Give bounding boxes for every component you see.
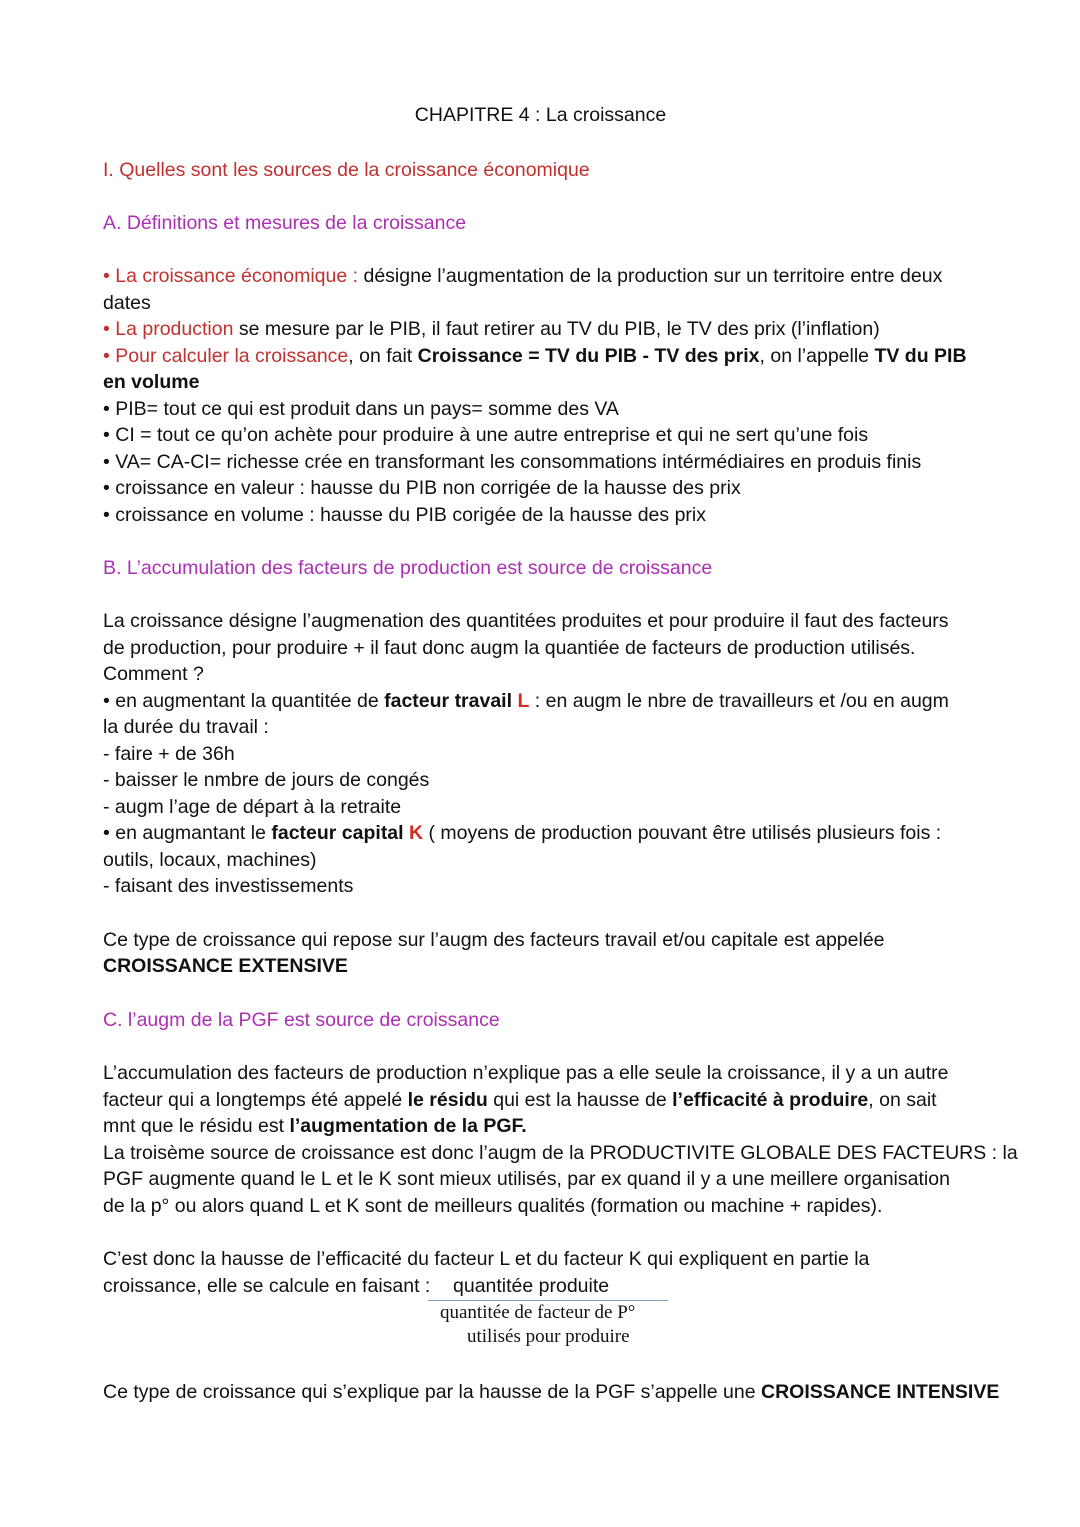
paragraph-line: Comment ?	[103, 663, 204, 685]
definition-croissance: • La croissance économique : désigne l’augmentation de la production sur un territoire entre deux	[103, 265, 943, 287]
definition-croissance-cont: dates	[103, 292, 151, 314]
definition-calcul: • Pour calculer la croissance, on fait Croissance = TV du PIB - TV des prix, on l’appelle TV du PIB	[103, 345, 967, 367]
paragraph-line: L’accumulation des facteurs de production n’explique pas a elle seule la croissance, il y a un autre	[103, 1062, 949, 1084]
paragraph-line: Ce type de croissance qui s’explique par la hausse de la PGF s’appelle une CROISSANCE INTENSIVE	[103, 1381, 1000, 1403]
definition-va: • VA= CA-CI= richesse crée en transformant les consommations intérmédiaires en produis finis	[103, 451, 922, 473]
paragraph-line: de la p° ou alors quand L et K sont de meilleurs qualités (formation ou machine + rapides).	[103, 1195, 883, 1217]
term-label: • Pour calculer la croissance	[103, 345, 349, 367]
facteur-capital-item: • en augmantant le facteur capital K ( moyens de production pouvant être utilisés plusieurs fois :	[103, 822, 942, 844]
formula-denominator: quantitée de facteur de P°	[440, 1302, 636, 1323]
definition-valeur: • croissance en valeur : hausse du PIB non corrigée de la hausse des prix	[103, 477, 741, 499]
dash-item: - augm l’age de départ à la retraite	[103, 796, 402, 818]
section-c-heading: C. l’augm de la PGF est source de croissance	[103, 1009, 500, 1031]
paragraph-line: outils, locaux, machines)	[103, 849, 317, 871]
term-label: • La production	[103, 318, 234, 340]
paragraph-line: la durée du travail :	[103, 716, 269, 738]
paragraph-line: PGF augmente quand le L et le K sont mieux utilisés, par ex quand il y a une meillere organisation	[103, 1168, 950, 1190]
formula-numerator: quantitée produite	[453, 1275, 610, 1297]
paragraph-line: mnt que le résidu est l’augmentation de la PGF.	[103, 1115, 527, 1137]
formula-denominator-cont: utilisés pour produire	[467, 1326, 630, 1347]
paragraph-line: La croissance désigne l’augmenation des quantitées produites et pour produire il faut des facteurs	[103, 610, 949, 632]
key-term: CROISSANCE EXTENSIVE	[103, 955, 348, 977]
part-heading: I. Quelles sont les sources de la croissance économique	[103, 159, 590, 181]
paragraph-line: Ce type de croissance qui repose sur l’augm des facteurs travail et/ou capitale est appelée	[103, 929, 885, 951]
definition-pib: • PIB= tout ce qui est produit dans un pays= somme des VA	[103, 398, 619, 420]
definition-volume: • croissance en volume : hausse du PIB corigée de la hausse des prix	[103, 504, 706, 526]
definition-calcul-cont: en volume	[103, 371, 200, 393]
section-a-heading: A. Définitions et mesures de la croissance	[103, 212, 467, 234]
dash-item: - faire + de 36h	[103, 743, 235, 765]
paragraph-line: croissance, elle se calcule en faisant :	[103, 1275, 431, 1297]
definition-ci: • CI = tout ce qu’on achète pour produire à une autre entreprise et qui ne sert qu’une fois	[103, 424, 869, 446]
paragraph-line: facteur qui a longtemps été appelé le résidu qui est la hausse de l’efficacité à produire, on sait	[103, 1089, 937, 1111]
chapter-title: CHAPITRE 4 : La croissance	[414, 104, 667, 126]
term-label: • La croissance économique :	[103, 265, 359, 287]
paragraph-line: de production, pour produire + il faut donc augm la quantiée de facteurs de production utilisés.	[103, 637, 916, 659]
facteur-travail-item: • en augmentant la quantitée de facteur travail L : en augm le nbre de travailleurs et /ou en augm	[103, 690, 949, 712]
dash-item: - faisant des investissements	[103, 875, 354, 897]
definition-production: • La production se mesure par le PIB, il faut retirer au TV du PIB, le TV des prix (l’inflation)	[103, 318, 880, 340]
section-b-heading: B. L’accumulation des facteurs de production est source de croissance	[103, 557, 713, 579]
dash-item: - baisser le nmbre de jours de congés	[103, 769, 430, 791]
paragraph-line: C’est donc la hausse de l’efficacité du facteur L et du facteur K qui expliquent en partie la	[103, 1248, 870, 1270]
paragraph-line: La troisème source de croissance est donc l’augm de la PRODUCTIVITE GLOBALE DES FACTEURS : la	[103, 1142, 1018, 1164]
